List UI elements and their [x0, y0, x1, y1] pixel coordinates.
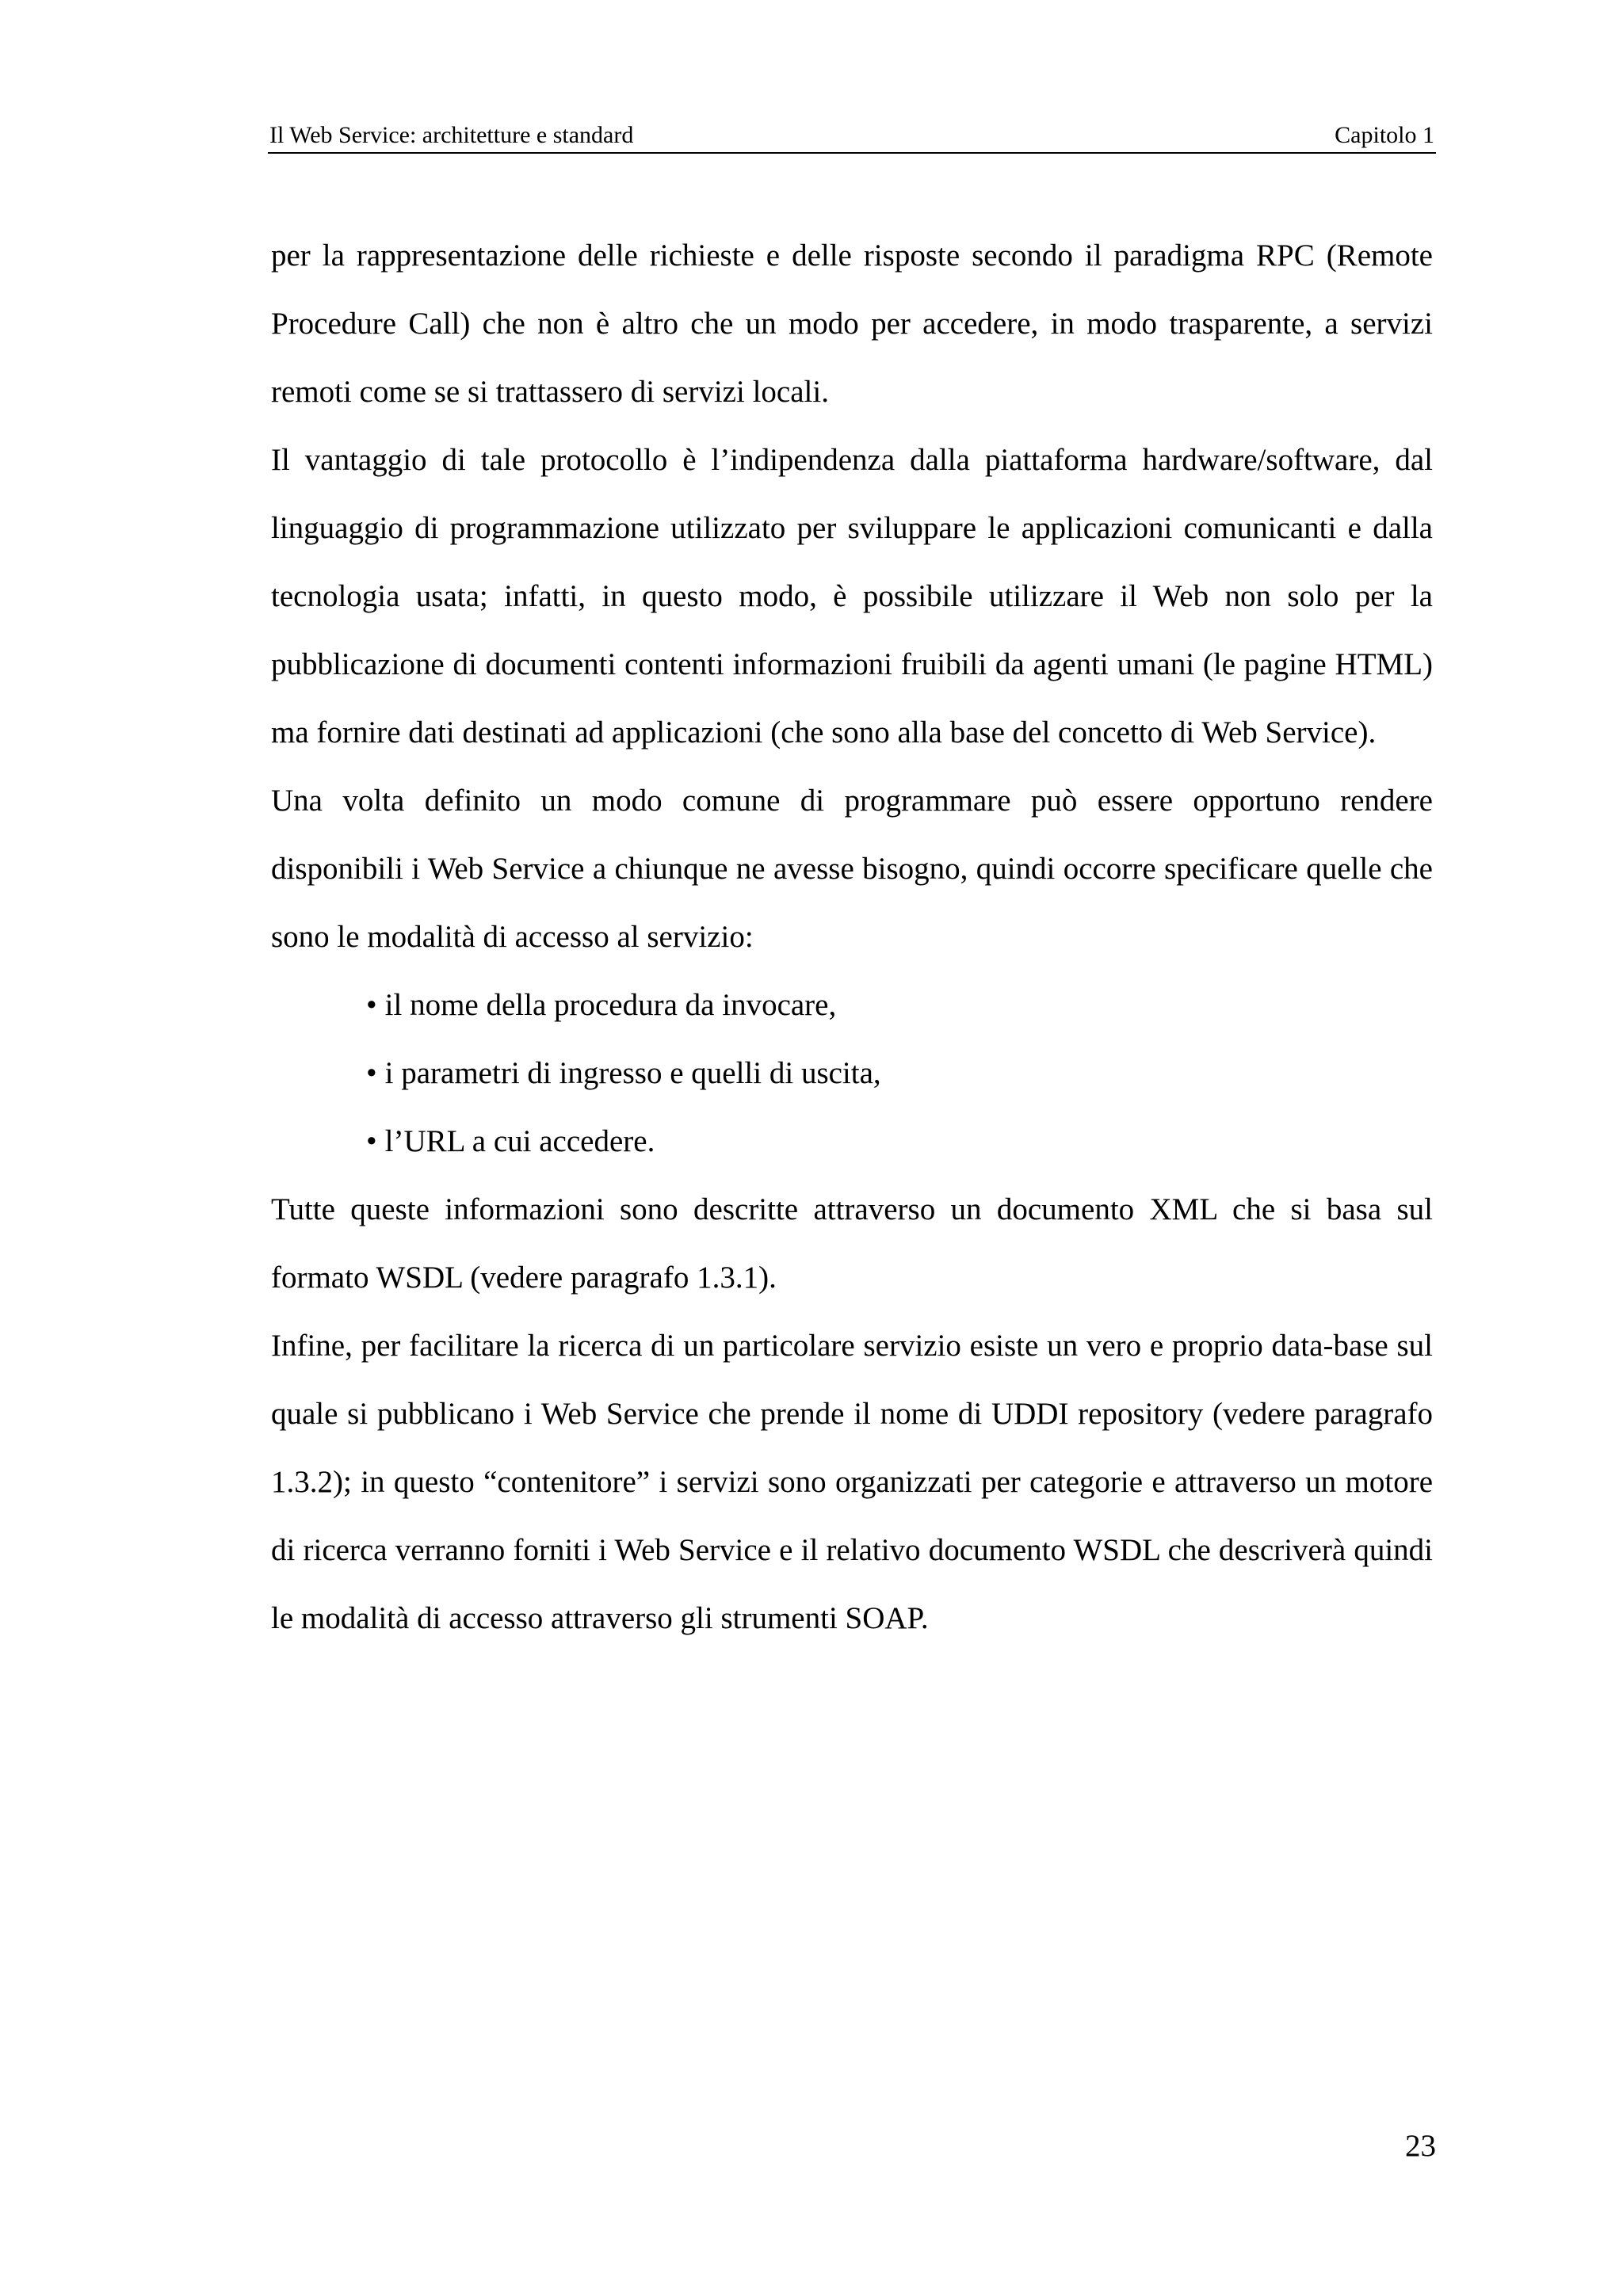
list-item-text: il nome della procedura da invocare, — [384, 988, 837, 1022]
paragraph-vantaggio: Il vantaggio di tale protocollo è l’indipendenza dalla piattaforma hardware/software, dal linguaggio di programmazione utilizzato per sviluppare le applicazioni comunicanti e dalla tecnologia usata; infatti, in questo modo, è possibile utilizzare il Web non solo per la pubblicazione di documenti contenti informazioni fruibili da agenti umani (le pagine HTML) ma fornire dati destinati ad applicazioni (che sono alla base del concetto di Web Service). — [271, 443, 1433, 749]
bullet-icon: • — [366, 1056, 377, 1090]
bullet-icon: • — [366, 988, 377, 1022]
paragraph-uddi: Infine, per facilitare la ricerca di un particolare servizio esiste un vero e proprio data-base sul quale si pubblicano i Web Service che prende il nome di UDDI repository (vedere paragrafo 1.3.2); in questo “contenitore” i servizi sono organizzati per categorie e attraverso un motore di ricerca verranno forniti i Web Service e il relativo documento WSDL che descriverà quindi le modalità di accesso attraverso gli strumenti SOAP. — [271, 1329, 1433, 1635]
bullet-list — [271, 971, 1433, 1176]
running-header — [268, 109, 1436, 154]
list-item-text: i parametri di ingresso e quelli di uscita, — [384, 1056, 881, 1090]
bullet-icon: • — [366, 1124, 377, 1158]
header-title: Il Web Service: architetture e standard — [269, 122, 634, 148]
paragraph-wsdl: Tutte queste informazioni sono descritte attraverso un documento XML che si basa sul formato WSDL (vedere paragrafo 1.3.1). — [271, 1192, 1433, 1295]
list-item — [366, 1039, 1433, 1108]
body-text — [271, 222, 1433, 1653]
list-item — [366, 971, 1433, 1039]
list-item-text: l’URL a cui accedere. — [384, 1124, 655, 1158]
paragraph-modalita: Una volta definito un modo comune di programmare può essere opportuno rendere disponibili i Web Service a chiunque ne avesse bisogno, quindi occorre specificare quelle che sono le modalità di accesso al servizio: — [271, 784, 1433, 954]
paragraph-rpc: per la rappresentazione delle richieste e delle risposte secondo il paradigma RPC (Remote Procedure Call) che non è altro che un modo per accedere, in modo trasparente, a servizi remoti come se si trattassero di servizi locali. — [271, 238, 1433, 409]
list-item — [366, 1108, 1433, 1176]
page-number: 23 — [1405, 2129, 1436, 2163]
header-chapter: Capitolo 1 — [1335, 122, 1434, 148]
